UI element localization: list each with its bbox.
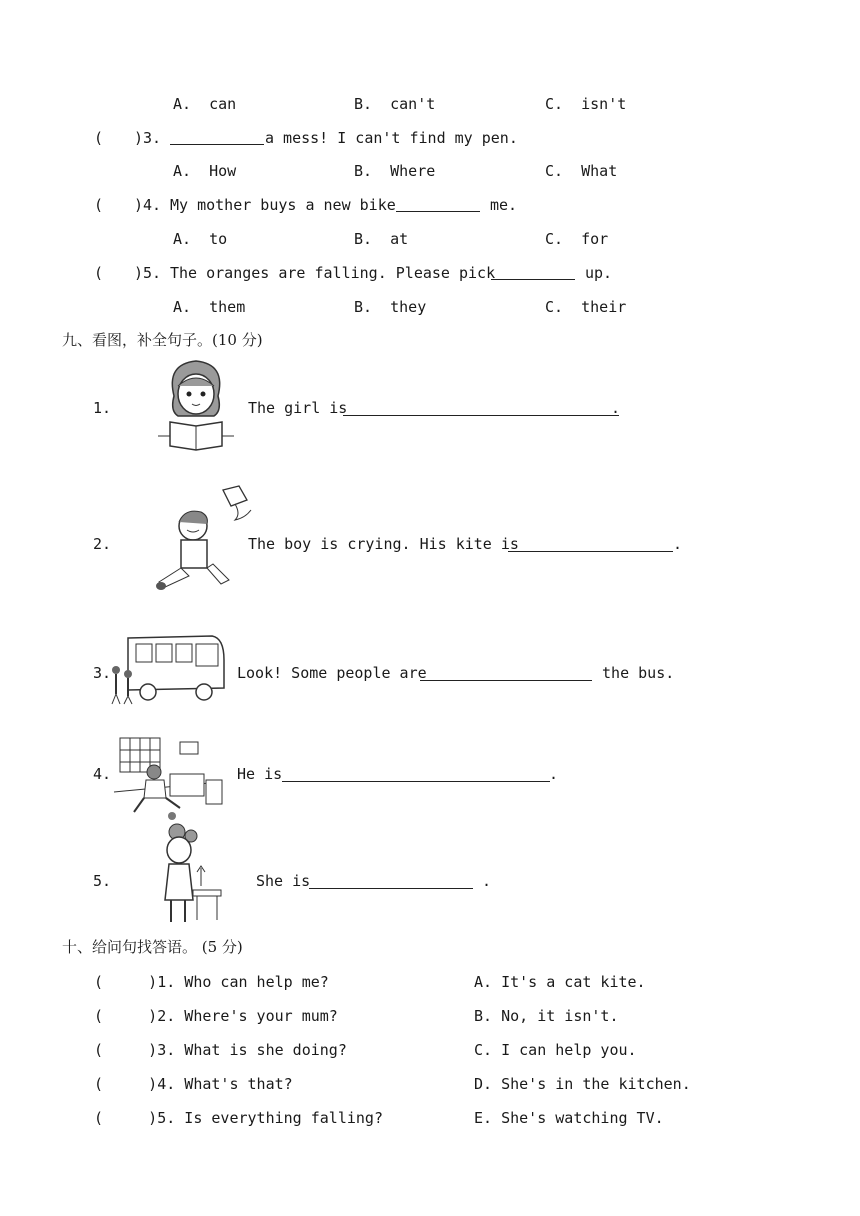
match-question-1: ( )1. Who can help me? — [94, 973, 329, 991]
part10-heading: 十、给问句找答语。 (5 分) — [62, 938, 243, 956]
item4-number: 4. — [93, 765, 112, 783]
q4-number: )4. — [134, 196, 162, 214]
item2-answer-blank[interactable] — [508, 537, 673, 552]
q4-option-b: B. at — [354, 230, 409, 248]
q5-text-after: up. — [585, 264, 613, 282]
q5-option-c: C. their — [545, 298, 627, 316]
item5-text-before: She is — [256, 872, 311, 890]
item5-number: 5. — [93, 872, 112, 890]
q5-paren-open: ( — [94, 264, 104, 282]
item5-text-after: . — [473, 872, 492, 890]
q5-number: )5. — [134, 264, 162, 282]
q3-answer-blank[interactable] — [170, 130, 264, 145]
item1-text-after: . — [611, 399, 621, 417]
match-question-4: ( )4. What's that? — [94, 1075, 293, 1093]
match-question-2: ( )2. Where's your mum? — [94, 1007, 338, 1025]
item2-text-after: . — [673, 535, 683, 553]
q4-option-c: C. for — [545, 230, 609, 248]
q5-option-b: B. they — [354, 298, 427, 316]
item2-text-before: The boy is crying. His kite is — [248, 535, 519, 553]
item4-answer-blank[interactable] — [282, 767, 550, 782]
q3-option-b: B. Where — [354, 162, 436, 180]
q5-option-a: A. them — [173, 298, 246, 316]
item3-answer-blank[interactable] — [420, 666, 592, 681]
match-answer-b: B. No, it isn't. — [474, 1007, 619, 1025]
boy-room-picture — [110, 732, 228, 822]
match-answer-c: C. I can help you. — [474, 1041, 637, 1059]
item3-number: 3. — [93, 664, 112, 682]
item1-text-before: The girl is — [248, 399, 348, 417]
q3-text: a mess! I can't find my pen. — [265, 129, 518, 147]
match-answer-e: E. She's watching TV. — [474, 1109, 664, 1127]
item1-number: 1. — [93, 399, 112, 417]
q5-text-before: The oranges are falling. Please pick — [170, 264, 496, 282]
part9-heading: 九、看图，补全句子。(10 分) — [62, 331, 263, 349]
q4-option-a: A. to — [173, 230, 228, 248]
bus-people-picture — [108, 630, 228, 708]
q3-option-c: C. What — [545, 162, 618, 180]
item2-number: 2. — [93, 535, 112, 553]
q2-option-a: A. can — [173, 95, 237, 113]
q3-number: )3. — [134, 129, 162, 147]
match-answer-a: A. It's a cat kite. — [474, 973, 646, 991]
q4-text-before: My mother buys a new bike — [170, 196, 396, 214]
q4-answer-blank[interactable] — [396, 197, 480, 212]
item3-text-after: the bus. — [593, 664, 675, 682]
item4-text-after: . — [549, 765, 559, 783]
match-question-3: ( )3. What is she doing? — [94, 1041, 347, 1059]
q4-paren-open: ( — [94, 196, 104, 214]
girl-standing-chair-picture — [155, 822, 227, 926]
match-question-5: ( )5. Is everything falling? — [94, 1109, 383, 1127]
item1-answer-blank[interactable] — [343, 401, 619, 416]
q2-option-c: C. isn't — [545, 95, 627, 113]
q3-option-a: A. How — [173, 162, 237, 180]
item5-answer-blank[interactable] — [309, 874, 473, 889]
item3-text-before: Look! Some people are — [237, 664, 427, 682]
match-answer-d: D. She's in the kitchen. — [474, 1075, 691, 1093]
q5-answer-blank[interactable] — [491, 265, 575, 280]
q4-text-after: me. — [490, 196, 518, 214]
item4-text-before: He is — [237, 765, 283, 783]
girl-reading-picture — [156, 356, 236, 451]
q2-option-b: B. can't — [354, 95, 436, 113]
q3-paren-open: ( — [94, 129, 104, 147]
